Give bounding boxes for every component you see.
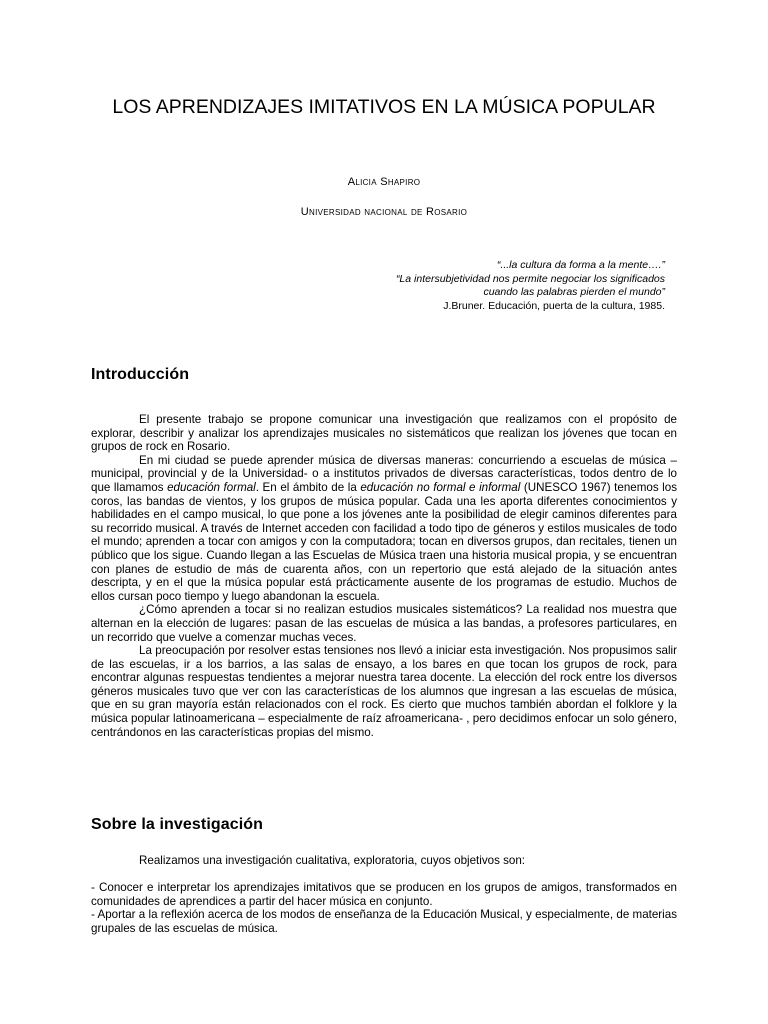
section-heading-introduccion: Introducción (91, 366, 190, 383)
epigraph-line-1: “...la cultura da forma a la mente….” (496, 259, 665, 271)
text-run: . En el ámbito de la (255, 480, 361, 494)
list-item: - Aportar a la reflexión acerca de los modos de enseñanza de la Educación Musical, y especialmente, de materias grupales de las escuelas de música. (91, 908, 677, 935)
paragraph: ¿Cómo aprenden a tocar si no realizan estudios musicales sistemáticos? La realidad nos muestra que alternan en la elección de lugares: pasan de las escuelas de música a las bandas, a profesores particulares, en un recorrido que vuelve a comenzar muchas veces. (91, 603, 677, 644)
paragraph: Realizamos una investigación cualitativa, exploratoria, cuyos objetivos son: (139, 854, 526, 867)
paragraph: La preocupación por resolver estas tensiones nos llevó a iniciar esta investigación. Nos propusimos salir de las escuelas, ir a los barrios, a las salas de ensayo, a los bares en que tocan los grupos de rock, para encontrar algunas respuestas tendientes a mejorar nuestra tarea docente. La elección del rock entre los diversos géneros musicales tuvo que ver con las características de los alumnos que ingresan a las escuelas de música, que en su gran mayoría están relacionados con el rock. Es cierto que muchos también abordan el folklore y la música popular latinoamericana – especialmente de raíz afroamericana- , pero decidimos enfocar un solo género, centrándonos en las características propias del mismo. (91, 644, 677, 739)
epigraph-line-2: “La intersubjetividad nos permite negociar los significados (395, 272, 665, 285)
paper-title: LOS APRENDIZAJES IMITATIVOS EN LA MÚSICA POPULAR (112, 96, 656, 118)
emphasis-text: educación no formal e informal (360, 480, 521, 494)
text-run: En mi ciudad se puede aprender música de diversas maneras: concurriendo a escuelas de música – municipal, provincial y de la Universidad- o a institutos privados de diversas características, todos dentro de lo que llamamos (91, 453, 677, 494)
epigraph (330, 259, 665, 313)
emphasis-text: educación formal (167, 480, 256, 494)
epigraph-source: J.Bruner. Educación, puerta de la cultura, 1985. (443, 299, 665, 312)
text-run: (UNESCO 1967) tenemos los coros, las bandas de vientos, y los grupos de música popular. Cada una les aporta diferentes conocimientos y habilidades en el campo musical, lo que pone a los jóvenes ante la posibilidad de elegir caminos diferentes para su recorrido musical. A través de Internet acceden con facilidad a todo tipo de géneros y estilos musicales de todo el mundo; aprenden a tocar con amigos y con la computadora; tocan en diversos grupos, dan recitales, tienen un público que los sigue. Cuando llegan a las Escuelas de Música traen una historia musical propia, y se encuentran con planes de estudio de más de cuarenta años, con un repertorio que está alejado de la situación antes descripta, y en el que la música popular está prácticamente ausente de los programas de estudio. Muchos de ellos cursan poco tiempo y luego abandonan la escuela. (91, 480, 678, 603)
paragraph: El presente trabajo se propone comunicar una investigación que realizamos con el propósito de explorar, describir y analizar los aprendizajes musicales no sistemáticos que realizan los jóvenes que tocan en grupos de rock en Rosario. (91, 413, 677, 454)
section-body-sobre-la-investigacion (91, 854, 677, 936)
section-body-introduccion (91, 413, 677, 739)
author-name: Alicia Shapiro (347, 176, 421, 188)
section-heading-sobre-la-investigacion: Sobre la investigación (91, 816, 264, 833)
paragraph (91, 454, 677, 604)
author-affiliation: Universidad nacional de Rosario (300, 206, 468, 218)
epigraph-line-3: cuando las palabras pierden el mundo” (483, 286, 665, 298)
list-item: - Conocer e interpretar los aprendizajes imitativos que se producen en los grupos de amigos, transformados en comunidades de aprendices a partir del hacer música en conjunto. (91, 881, 677, 908)
